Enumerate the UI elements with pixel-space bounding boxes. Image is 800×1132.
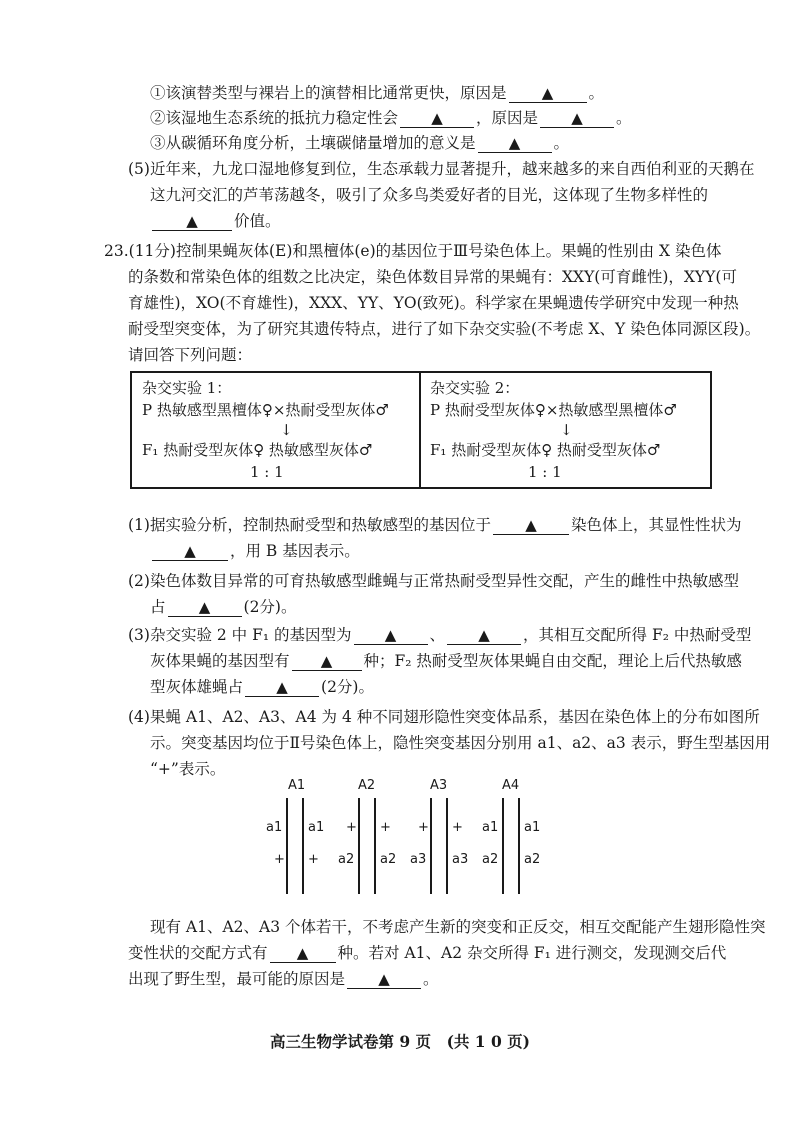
chromosome-bar [374, 798, 376, 894]
allele-label: + [418, 820, 429, 835]
strain-label-a2: A2 [358, 778, 376, 793]
q22-item1: ①该演替类型与裸岩上的演替相比通常更快，原因是 ▲ 。 [150, 84, 605, 102]
allele-label: a1 [524, 820, 541, 835]
q23-stem-line4: 耐受型突变体，为了研究其遗传特点，进行了如下杂交实验(不考虑 X、Y 染色体同源区段)。 [128, 320, 761, 338]
exp1-parents: P 热敏感型黑檀体♀×热耐受型灰体♂ [142, 401, 389, 419]
q22-part5-line3: ▲ 价值。 [150, 210, 281, 232]
cross-experiments-table [130, 371, 712, 489]
q23-sub2-line1: (2)染色体数目异常的可育热敏感型雌蝇与正常热耐受型异性交配，产生的雌性中热敏感型 [128, 572, 739, 590]
chromosome-diagram [258, 778, 548, 898]
exp2-arrow: ↓ [560, 421, 573, 439]
exp1-f1: F₁ 热耐受型灰体♀ 热敏感型灰体♂ [142, 441, 373, 459]
q23-sub3-line3: 型灰体雄蝇占 ▲ (2分)。 [150, 678, 374, 696]
answer-blank[interactable]: ▲ [347, 970, 421, 989]
answer-blank[interactable]: ▲ [540, 109, 614, 128]
chromosome-bar [302, 798, 304, 894]
q23-sub1-line2: ▲ ，用 B 基因表示。 [150, 540, 360, 562]
allele-label: a2 [524, 852, 541, 867]
allele-label: + [308, 852, 319, 867]
allele-label: a1 [482, 820, 499, 835]
strain-label-a4: A4 [502, 778, 520, 793]
chromosome-bar [518, 798, 520, 894]
q22-part5-line2: 这九河交汇的芦苇荡越冬，吸引了众多鸟类爱好者的目光，这体现了生物多样性的 [150, 186, 709, 204]
allele-label: + [274, 852, 285, 867]
q23-sub3-line1: (3)杂交实验 2 中 F₁ 的基因型为 ▲ 、 ▲ ，其相互交配所得 F₂ 中热耐受型 [128, 626, 752, 644]
answer-blank[interactable]: ▲ [270, 944, 336, 963]
answer-blank[interactable]: ▲ [493, 516, 569, 535]
exp1-title: 杂交实验 1： [142, 379, 232, 397]
q23-sub1-line1: (1)据实验分析，控制热耐受型和热敏感型的基因位于 ▲ 染色体上，其显性性状为 [128, 516, 742, 534]
allele-label: a1 [308, 820, 325, 835]
q23-stem-line5: 请回答下列问题： [128, 346, 253, 364]
q23-sub3-line2: 灰体果蝇的基因型有 ▲ 种；F₂ 热耐受型灰体果蝇自由交配，理论上后代热敏感 [150, 652, 742, 670]
chromosome-bar [286, 798, 288, 894]
allele-label: + [380, 820, 391, 835]
answer-blank[interactable]: ▲ [292, 652, 362, 671]
answer-blank[interactable]: ▲ [168, 598, 242, 617]
answer-blank[interactable]: ▲ [447, 626, 521, 645]
page-footer: 高三生物学试卷第 9 页 (共 1 0 页) [269, 1032, 530, 1051]
table-divider [419, 373, 421, 487]
allele-label: a2 [380, 852, 397, 867]
chromosome-bar [446, 798, 448, 894]
q23-sub4-line1: (4)果蝇 A1、A2、A3、A4 为 4 种不同翅形隐性突变体品系，基因在染色体上的分布如图所 [128, 708, 760, 726]
answer-blank[interactable]: ▲ [354, 626, 428, 645]
strain-label-a1: A1 [288, 778, 306, 793]
answer-blank[interactable]: ▲ [152, 212, 232, 231]
allele-label: a3 [410, 852, 427, 867]
allele-label: a2 [482, 852, 499, 867]
q22-part5-line1: (5)近年来，九龙口湿地修复到位，生态承载力显著提升，越来越多的来自西伯利亚的天鹅在 [128, 160, 755, 178]
q23-sub4-line5: 变性状的交配方式有 ▲ 种。若对 A1、A2 杂交所得 F₁ 进行测交，发现测交后代 [128, 944, 727, 962]
allele-label: + [346, 820, 357, 835]
chromosome-bar [358, 798, 360, 894]
exp1-arrow: ↓ [280, 421, 293, 439]
answer-blank[interactable]: ▲ [245, 678, 319, 697]
answer-blank[interactable]: ▲ [152, 542, 228, 561]
answer-blank[interactable]: ▲ [509, 84, 587, 103]
answer-blank[interactable]: ▲ [478, 134, 552, 153]
allele-label: a3 [452, 852, 469, 867]
answer-blank[interactable]: ▲ [400, 109, 474, 128]
q23-sub4-line3: “+”表示。 [150, 760, 226, 778]
strain-label-a3: A3 [430, 778, 448, 793]
exp2-f1: F₁ 热耐受型灰体♀ 热耐受型灰体♂ [430, 441, 661, 459]
q23-sub2-line2: 占 ▲ (2分)。 [150, 598, 297, 616]
exp2-title: 杂交实验 2： [430, 379, 520, 397]
chromosome-bar [430, 798, 432, 894]
exp1-ratio: 1 : 1 [250, 463, 284, 481]
allele-label: a2 [338, 852, 355, 867]
q23-stem-line2: 的条数和常染色体的组数之比决定，染色体数目异常的果蝇有：XXY(可育雌性)，XYY(可 [128, 268, 737, 286]
q23-sub4-line4: 现有 A1、A2、A3 个体若干，不考虑产生新的突变和正反交，相互交配能产生翅形隐性突 [150, 918, 766, 936]
allele-label: + [452, 820, 463, 835]
q23-sub4-line2: 示。突变基因均位于Ⅱ号染色体上，隐性突变基因分别用 a1、a2、a3 表示，野生型基因用 [150, 734, 771, 752]
q23-stem-line3: 育雄性)，XO(不育雄性)，XXX、YY、YO(致死)。科学家在果蝇遗传学研究中发现一种热 [128, 294, 739, 312]
exp2-parents: P 热耐受型灰体♀×热敏感型黑檀体♂ [430, 401, 677, 419]
q23-sub4-line6: 出现了野生型，最可能的原因是 ▲ 。 [128, 970, 439, 988]
exp2-ratio: 1 : 1 [528, 463, 562, 481]
q22-item2: ②该湿地生态系统的抵抗力稳定性会 ▲ ，原因是 ▲ 。 [150, 109, 632, 127]
chromosome-bar [502, 798, 504, 894]
q22-item3: ③从碳循环角度分析，土壤碳储量增加的意义是 ▲ 。 [150, 134, 570, 152]
allele-label: a1 [266, 820, 283, 835]
q23-stem-line1: 23.(11分)控制果蝇灰体(E)和黑檀体(e)的基因位于Ⅲ号染色体上。果蝇的性别由 X 染色体 [104, 242, 722, 260]
